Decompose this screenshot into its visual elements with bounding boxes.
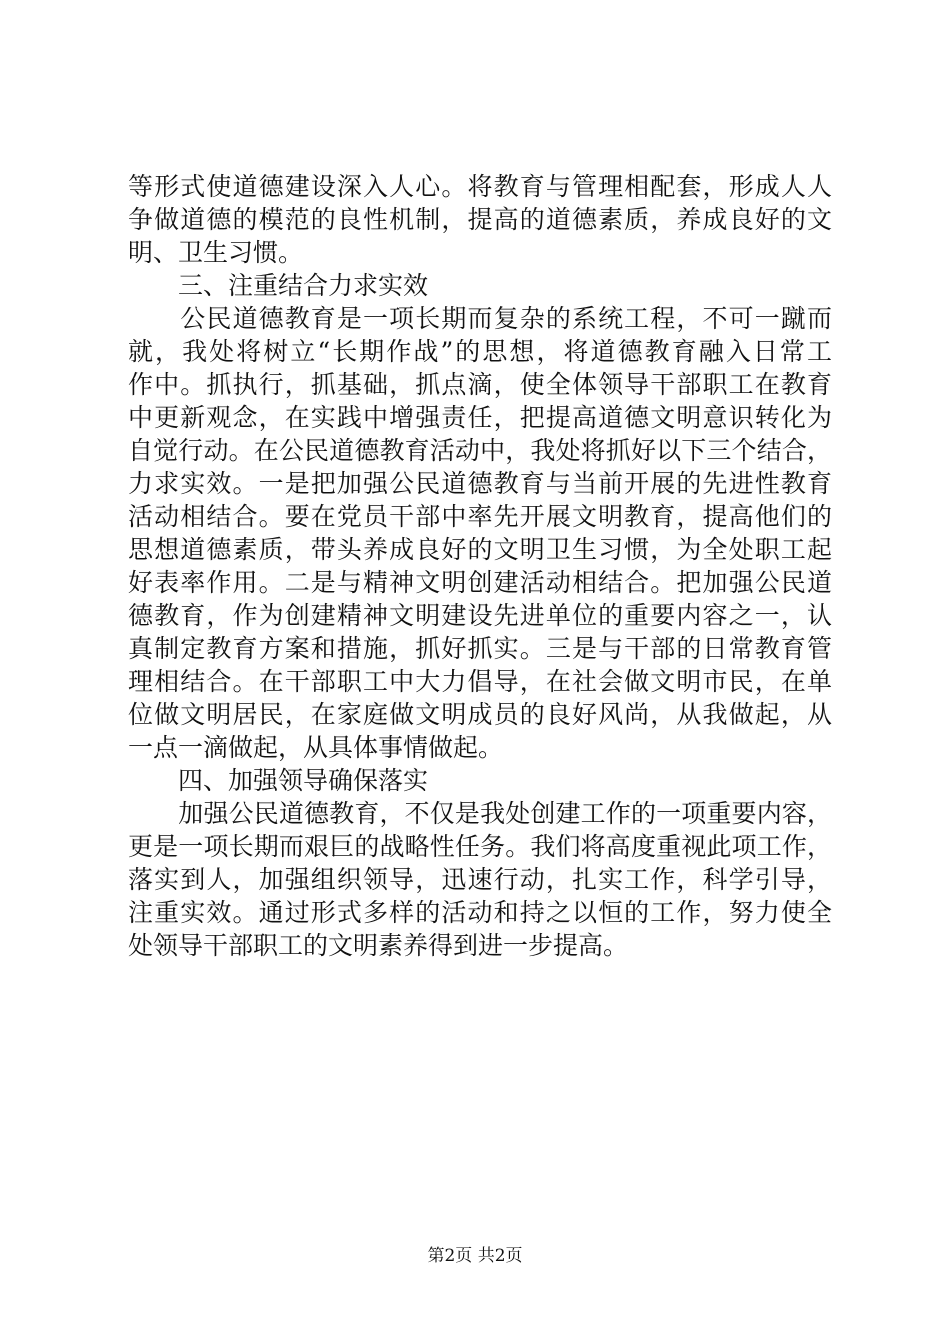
text-line: 自觉行动。在公民道德教育活动中，我处将抓好以下三个结合， <box>128 436 832 465</box>
text-line: 力求实效。一是把加强公民道德教育与当前开展的先进性教育 <box>128 469 832 498</box>
text-line: 德教育，作为创建精神文明建设先进单位的重要内容之一，认 <box>128 601 832 630</box>
text-line: 处领导干部职工的文明素养得到进一步提高。 <box>128 931 629 960</box>
text-line: 公民道德教育是一项长期而复杂的系统工程，不可一蹴而 <box>128 304 832 333</box>
text-line: 争做道德的模范的良性机制，提高的道德素质，养成良好的文 <box>128 205 832 234</box>
text-line: 一点一滴做起，从具体事情做起。 <box>128 733 504 762</box>
text-line: 好表率作用。二是与精神文明创建活动相结合。把加强公民道 <box>128 568 832 597</box>
text-line: 加强公民道德教育，不仅是我处创建工作的一项重要内容， <box>128 799 832 828</box>
text-line: 思想道德素质，带头养成良好的文明卫生习惯，为全处职工起 <box>128 535 832 564</box>
text-line: 明、卫生习惯。 <box>128 238 304 267</box>
text-line: 更是一项长期而艰巨的战略性任务。我们将高度重视此项工作， <box>128 832 832 861</box>
section-heading: 四、加强领导确保落实 <box>128 766 429 795</box>
page-footer: 第2页 共2页 <box>427 1246 523 1266</box>
text-line: 真制定教育方案和措施，抓好抓实。三是与干部的日常教育管 <box>128 634 832 663</box>
section-heading: 三、注重结合力求实效 <box>128 271 429 300</box>
text-line: 落实到人，加强组织领导，迅速行动，扎实工作，科学引导， <box>128 865 832 894</box>
text-line: 就，我处将树立“长期作战”的思想，将道德教育融入日常工 <box>128 337 832 366</box>
document-body <box>128 170 832 962</box>
text-line: 活动相结合。要在党员干部中率先开展文明教育，提高他们的 <box>128 502 832 531</box>
text-line: 中更新观念，在实践中增强责任，把提高道德文明意识转化为 <box>128 403 832 432</box>
text-line: 作中。抓执行，抓基础，抓点滴，使全体领导干部职工在教育 <box>128 370 832 399</box>
text-line: 位做文明居民，在家庭做文明成员的良好风尚，从我做起，从 <box>128 700 832 729</box>
text-line: 等形式使道德建设深入人心。将教育与管理相配套，形成人人 <box>128 172 832 201</box>
text-line: 注重实效。通过形式多样的活动和持之以恒的工作，努力使全 <box>128 898 832 927</box>
text-line: 理相结合。在干部职工中大力倡导，在社会做文明市民，在单 <box>128 667 832 696</box>
